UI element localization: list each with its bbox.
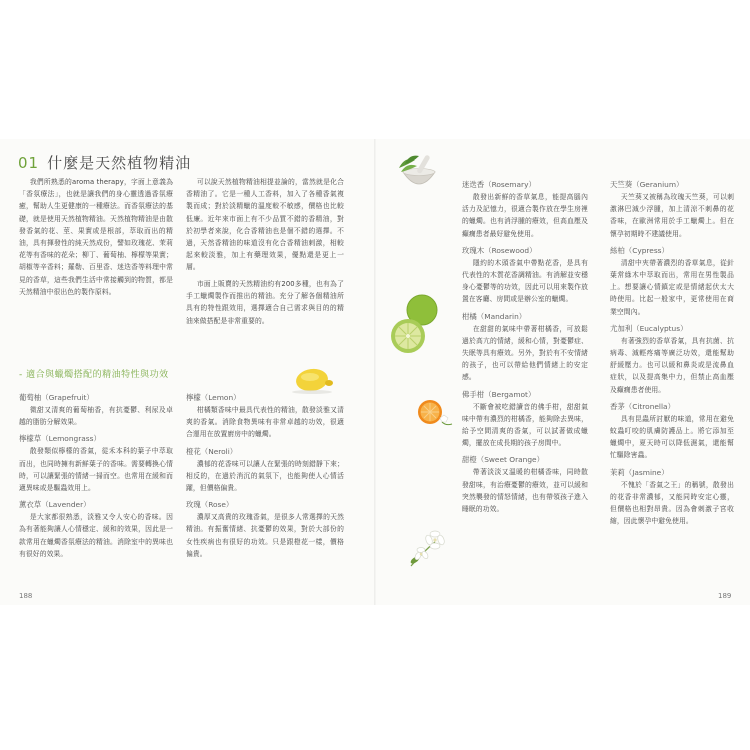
oil-desc-eucalyptus: 有著強烈的香草香氣，具有抗菌、抗病毒、減輕疼痛等廣泛功效，還能幫助舒緩壓力。也可以緩和鼻炎或是流鼻血症狀，以及提高集中力，但禁止高血壓及癲癇患者使用。: [610, 336, 734, 394]
oil-desc-lemon: 柑橘類香味中最具代表性的精油，散發淡雅又清爽的香氣。消除食物異味有非常卓越的功效，很適合運用在放置廚房中的蠟燭。: [186, 406, 344, 439]
oil-heading-citronella: 香茅（Citronella）: [610, 401, 675, 411]
bergamot-icon: [386, 290, 448, 356]
oil-heading-sweet-orange: 甜橙（Sweet Orange）: [462, 455, 544, 465]
oil-heading-geranium: 天竺葵（Geranium）: [610, 180, 684, 189]
oil-desc-rosewood: 隱約的木頭香氣中帶點花香，是具有代表性的木質花香調精油。有消解並安穩身心憂鬱等的功效，因此可以用來製作放置在客廳、房間或是辦公室的蠟燭。: [462, 258, 588, 304]
book-gutter: [374, 139, 376, 605]
orange-slice-icon: [414, 398, 454, 430]
oil-desc-lavender: 是大家都很熟悉，淡雅又令人安心的香味。因為有著能夠讓人心情穩定、緩和的效果，因此是一款常用在蠟燭香氛療法的精油。消除室中的異味也有很好的效果。: [19, 513, 173, 558]
oil-heading-lavender: 薰衣草（Lavender）: [19, 500, 91, 510]
oil-heading-lemongrass: 檸檬草（Lemongrass）: [19, 434, 101, 444]
oil-heading-rose: 玫瑰（Rose）: [186, 500, 234, 510]
oil-heading-bergamot: 佛手柑（Bergamot）: [462, 389, 536, 399]
oil-desc-grapefruit: 微甜又清爽的葡萄柚香，有抗憂鬱、利尿及卓越的脂肪分解效果。: [19, 406, 173, 427]
oil-desc-lemongrass: 散發類似檸檬的香氣，從禾本科的葉子中萃取而出，也同時擁有新鮮葉子的香味。需要轉換心情時，可以讓緊張的情緒一掃而空。也常用在緩和而適異味或是驅蟲效用上。: [19, 447, 173, 493]
oil-desc-geranium: 天竺葵又被稱為玫瑰天竺葵，可以刺激淋巴減少浮腫，加上清涼不刺鼻的花香味，在歐洲常用於手工蠟燭上。但在懷孕初期時不建議使用。: [610, 193, 734, 238]
oil-heading-rosemary: 迷迭香（Rosemary）: [462, 180, 536, 189]
oil-desc-sweet-orange: 帶著淡淡又溫暖的柑橘香味，同時散發甜味，有治療憂鬱的療效，並可以緩和突然襲發的情怒情緒，也有帶領孩子進入睡眠的功效。: [462, 468, 588, 514]
oil-desc-cypress: 清甜中夾帶著濃烈的香草氣息，從針葉常綠木中萃取而出，常用在男性製品上。想要讓心情鎮定或是情緒起伏太大時使用。比起一般家中，更常使用在商業空間內。: [610, 258, 734, 316]
oil-desc-rose: 濃厚又高貴的玫瑰香氣，是很多人常選擇的天然精油。有振奮情緒、抗憂鬱的效果，對於大部份的女性疾病也有很好的功效。只是跟橙花一樣，價格偏貴。: [186, 513, 344, 558]
left-oil-column: [19, 392, 173, 560]
oil-heading-grapefruit: 葡萄柚（Grapefruit）: [19, 393, 94, 402]
oil-heading-cypress: 絲柏（Cypress）: [610, 245, 669, 255]
intro-paragraph-2: 可以說天然植物精油相提並論的，當然就是化合香精油了。它是一種人工香料，加入了各種香氣複製而成；對於淡精蠟的溫度較不敏感，價格也比較低廉。近年來市面上有不少品質不錯的香精油，對於初學者來說，化合香精油也是個不錯的選擇。不過，天然香精油的味道沒有化合香精油刺激，相較起來較淡雅，加上有藥理效果，優點還是更上一層。: [186, 178, 344, 272]
section-heading: [18, 152, 191, 173]
oil-heading-jasmine: 茉莉（Jasmine）: [610, 467, 669, 477]
oil-heading-eucalyptus: 尤加利（Eucalyptus）: [610, 323, 688, 333]
subheading: - 適合與蠟燭搭配的精油特性與功效: [19, 370, 169, 380]
mortar-herb-icon: [395, 152, 443, 194]
page-number-left: 188: [19, 592, 33, 600]
oil-heading-neroli: 橙花（Neroli）: [186, 446, 238, 456]
jasmine-icon: [405, 522, 457, 572]
middle-oil-column: [186, 392, 344, 560]
oil-heading-rosewood: 玫瑰木（Rosewood）: [462, 245, 537, 255]
section-title: 什麼是天然植物精油: [47, 154, 192, 172]
right-oil-column-1: [462, 179, 588, 515]
oil-heading-mandarin: 柑橘（Mandarin）: [462, 311, 527, 321]
intro-paragraph-3: 市面上販賣的天然精油約有200多種，也有為了手工蠟燭製作而推出的精油。充分了解各個精油所具有的特性跟效用，選擇適合自己需求與目的的精油來做搭配是非常重要的。: [186, 280, 344, 325]
oil-desc-bergamot: 不斷會被吃錯讀音的佛手柑，甜甜氣味中帶有濃烈的柑橘香，能夠除去異味，給予空間清爽的香氣，可以試著做成蠟燭，擺放在成長期的孩子房間中。: [462, 402, 588, 448]
oil-desc-mandarin: 在甜甜的氣味中帶著柑橘香，可放鬆過於高亢的情緒，緩和心情，對憂鬱症、失眠等具有療效。另外，對於有不安情緒的孩子，也可以帶給他們情緒上的安定感。: [462, 324, 588, 382]
oil-desc-jasmine: 不愧於「香氣之王」的稱號，散發出的花香非常濃郁，又能同時安定心靈，但價格也相對昂貴。因為會刺激子宮收縮，因此懷孕中避免使用。: [610, 480, 734, 526]
lemon-icon: [284, 362, 342, 396]
oil-desc-rosemary: 散發出新鮮的香草氣息，能提高腦內活力及記憶力，很適合製作放在學生房裡的蠟燭。也有消浮腫的療效，但高血壓及癲癇患者最好避免使用。: [462, 193, 588, 238]
oil-heading-lemon: 檸檬（Lemon）: [186, 393, 241, 402]
oil-desc-neroli: 濃郁的花香味可以讓人在緊張的時刻錯靜下來；相反的，在過於消沉的氣氛下，也能夠使人心情活躍，但價格偏貴。: [186, 459, 344, 493]
intro-paragraph-1: 我們所熟悉的aroma therapy，字面上意義為「香氛療法」，也就是讓我們的身心靈透過香氛療癒，幫助人生更健康的一種療法。而香氛療法的基礎，就是使用天然植物精油。天然植物精油是由散發香氣的花、莖、果實或是根部，萃取而出的精油，具有揮發性的純天然成份，譬如玫瑰花、茉莉花等有香味的花朵；柳丁、葡萄柚、檸檬等果實；胡椒等辛香料；羅勒、百里香、迷迭香等料理中常見的香草，這些我們生活中常接觸到的物質，都是天然精油中很出色的製作原料。: [19, 178, 173, 296]
page-number-right: 189: [718, 592, 732, 600]
oil-desc-citronella: 具有昆蟲所討厭的味道，常用在避免蚊蟲叮咬的肌膚防護品上。將它添加至蠟燭中，夏天時可以降低濕氣，還能幫忙驅除害蟲。: [610, 414, 734, 460]
section-number: 01: [18, 154, 40, 172]
right-oil-column-2: [610, 179, 734, 527]
